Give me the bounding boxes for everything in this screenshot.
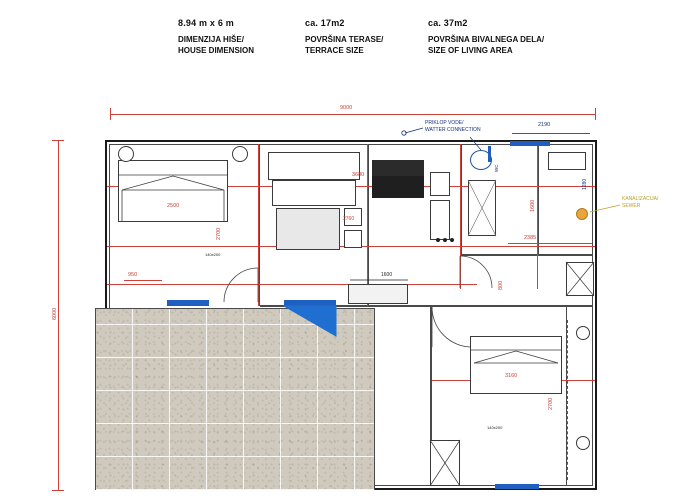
overall-height-label: 6000	[52, 307, 58, 320]
wc-label: WC	[494, 164, 499, 172]
bath-height-2-label: 1600	[530, 199, 536, 212]
sewer-line1: KANALIZACIJA/	[622, 196, 659, 202]
spec-value: ca. 37m2	[428, 18, 468, 28]
bed1-depth-label: 2700	[216, 227, 222, 240]
spec-label-line2: HOUSE DIMENSION	[178, 45, 255, 55]
bed2-width-label: 3160	[505, 373, 518, 379]
water-connection-line1: PRIKLOP VODE/	[425, 120, 464, 126]
sewer-line2: SEWER	[622, 202, 641, 209]
bath-width-label: 2190	[538, 122, 551, 128]
window-bedroom2	[495, 484, 539, 489]
bed2-depth-label: 2700	[548, 397, 554, 410]
bed1-width-label: 2500	[167, 203, 180, 209]
overall-width-label: 9000	[340, 105, 353, 111]
door-950-label: 950	[128, 272, 138, 278]
bed2-area-label: 140x200	[487, 425, 503, 430]
living-depth-label: 2760	[343, 216, 355, 222]
spec-value: ca. 17m2	[305, 18, 345, 28]
spec-label-line2: SIZE OF LIVING AREA	[428, 45, 513, 55]
spec-label-line1: POVRŠINA BIVALNEGA DELA/	[428, 35, 545, 44]
water-connection-line2: WATTER CONNECTION	[425, 126, 481, 133]
spec-label-line2: TERRACE SIZE	[305, 45, 364, 55]
spec-label-line1: DIMENZIJA HIŠE/	[178, 35, 244, 44]
spec-label-line1: POVRŠINA TERASE/	[305, 35, 384, 44]
corridor-1600-label: 1600	[381, 272, 393, 278]
bath-height-3-label: 2385	[524, 235, 537, 241]
kitchen-width-label: 3680	[352, 172, 365, 178]
spec-value: 8.94 m x 6 m	[178, 18, 234, 28]
bed1-area-label: 140x200	[205, 252, 221, 257]
bath-height-1-label: 1280	[582, 178, 588, 190]
hall-800-label: 800	[498, 280, 504, 290]
window-bathroom	[510, 141, 550, 146]
